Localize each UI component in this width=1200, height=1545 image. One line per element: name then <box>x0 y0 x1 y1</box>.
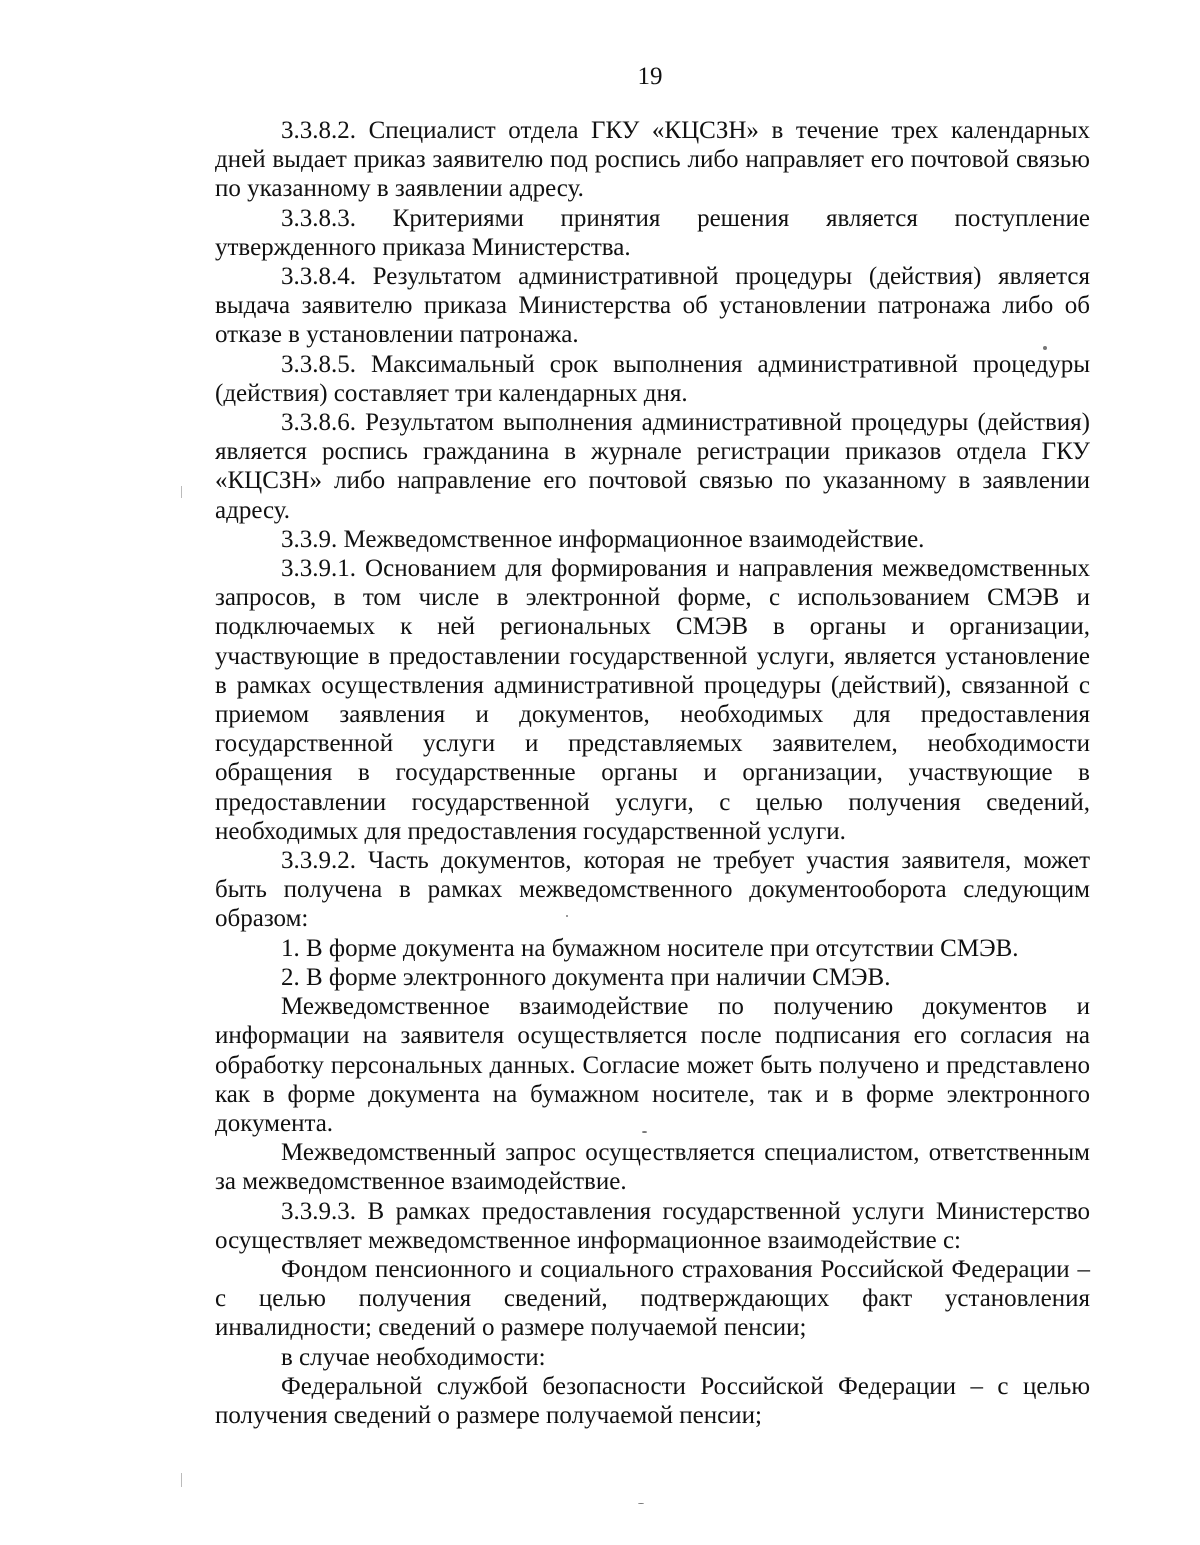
paragraph-interagency-consent: Межведомственное взаимодействие по получению документов и информации на заявителя осуществляется после подписания его согласия на обработку персональных данных. Согласие может быть получено и представлено как в форме документа на бумажном носителе, так и в форме электронного документа. <box>215 993 1090 1137</box>
paragraph-3-3-8-4: 3.3.8.4. Результатом административной процедуры (действия) является выдача заявителю приказа Министерства об установлении патронажа либо об отказе в установлении патронажа. <box>215 263 1090 349</box>
paragraph-3-3-9-1: 3.3.9.1. Основанием для формирования и направления межведомственных запросов, в том числе в электронной форме, с использованием СМЭВ и подключаемых к ней региональных СМЭВ в органы и организации, участвующие в предоставлении государственной услуги, является установление в рамках осуществления административной процедуры (действий), связанной с приемом заявления и документов, необходимых для предоставления государственной услуги и представляемых заявителем, необходимости обращения в государственные органы и организации, участвующие в предоставлении государственной услуги, с целью получения сведений, необходимых для предоставления государственной услуги. <box>215 555 1090 845</box>
paragraph-3-3-9-2: 3.3.9.2. Часть документов, которая не требует участия заявителя, может быть получена в рамках межведомственного документооборота следующим образом: <box>215 847 1090 933</box>
list-item-1: 1. В форме документа на бумажном носителе при отсутствии СМЭВ. <box>281 934 1019 962</box>
scan-dot-artifact <box>1043 346 1047 350</box>
paragraph-3-3-9-3: 3.3.9.3. В рамках предоставления государственной услуги Министерство осуществляет межведомственное информационное взаимодействие с: <box>215 1197 1090 1254</box>
paragraph-3-3-8-6: 3.3.8.6. Результатом выполнения административной процедуры (действия) является роспись гражданина в журнале регистрации приказов отдела ГКУ «КЦСЗН» либо направление его почтовой связью по указанному в заявлении адресу. <box>215 409 1090 524</box>
paragraph-3-3-9: 3.3.9. Межведомственное информационное взаимодействие. <box>281 525 925 553</box>
document-body <box>215 116 1090 1430</box>
page-number: 19 <box>637 63 663 90</box>
paragraph-if-necessary: в случае необходимости: <box>281 1343 546 1371</box>
paragraph-fsb: Федеральной службой безопасности Российской Федерации – с целью получения сведений о размере получаемой пенсии; <box>215 1372 1090 1429</box>
scan-dot-artifact <box>638 1503 644 1504</box>
scan-margin-mark <box>181 1473 182 1487</box>
scan-dot-artifact <box>642 1131 647 1133</box>
paragraph-interagency-request: Межведомственный запрос осуществляется специалистом, ответственным за межведомственное взаимодействие. <box>215 1139 1090 1196</box>
paragraph-3-3-8-3: 3.3.8.3. Критериями принятия решения является поступление утвержденного приказа Министерства. <box>215 204 1090 261</box>
list-item-2: 2. В форме электронного документа при наличии СМЭВ. <box>281 963 891 991</box>
scan-dot-artifact <box>566 915 568 917</box>
paragraph-3-3-8-5: 3.3.8.5. Максимальный срок выполнения административной процедуры (действия) составляет три календарных дня. <box>215 350 1090 407</box>
paragraph-3-3-8-2: 3.3.8.2. Специалист отдела ГКУ «КЦСЗН» в течение трех календарных дней выдает приказ заявителю под роспись либо направляет его почтовой связью по указанному в заявлении адресу. <box>215 117 1090 203</box>
scan-margin-mark <box>181 486 182 498</box>
paragraph-pension-fund: Фондом пенсионного и социального страхования Российской Федерации – с целью получения сведений, подтверждающих факт установления инвалидности; сведений о размере получаемой пенсии; <box>215 1255 1090 1342</box>
